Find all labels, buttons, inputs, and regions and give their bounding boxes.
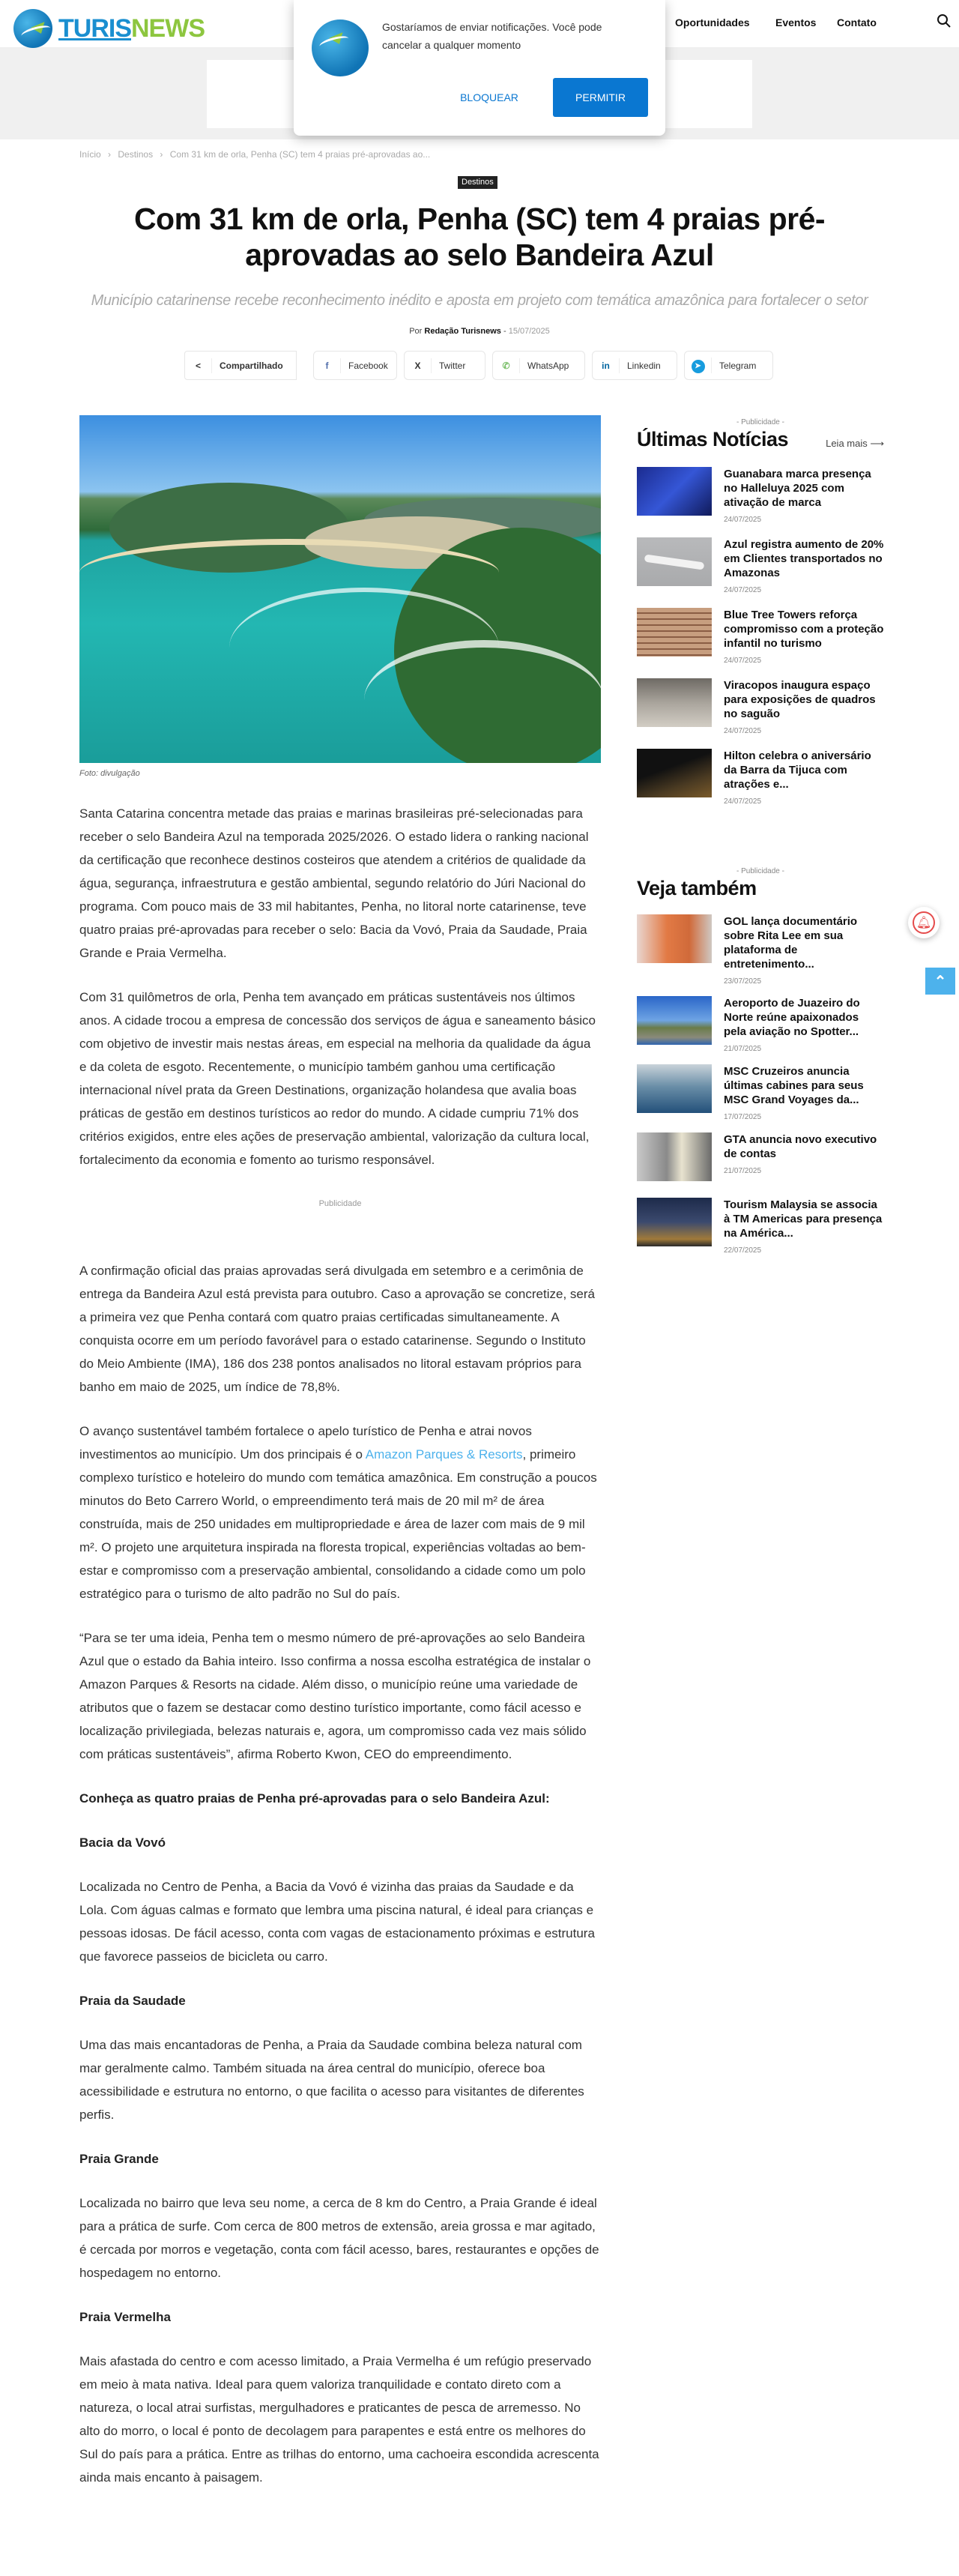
paragraph: Localizada no bairro que leva seu nome, a cerca de 8 km do Centro, a Praia Grande é ideal para a prática de surfe. Com cerca de 800 metros de extensão, areia grossa e mar agitado, é cercada por morros e vegetação, conta com fácil acesso, bares, restaurantes e opções de hospedagem no entorno. [79,2196,599,2280]
news-thumbnail [637,914,712,963]
news-thumbnail [637,1132,712,1181]
section-heading: Conheça as quatro praias de Penha pré-aprovadas para o selo Bandeira Azul: [79,1791,550,1806]
author-link[interactable]: Redação Turisnews [424,327,501,336]
news-thumbnail [637,996,712,1045]
latest-news-heading: Últimas Notícias [637,428,789,450]
facebook-icon: f [314,358,341,373]
beach-heading: Bacia da Vovó [79,1836,166,1850]
latest-news-widget: - Publicidade - Últimas Notícias Leia mais ⟶ Guanabara marca presença no Halleluya 2025 com ativação de marca 24/07/2025 Azul registra aumento de 20% em Clientes transportados no Amazonas 24/07/2025 Blue Tree Towers reforça compromisso com a proteção infantil no turismo 24/07/2025 Viracopos inaugura espaço para exposições de quadros no saguão 24/07/2025 Hilton celebra o aniversário da Barra da Tijuca com atrações e... 24/07/2025 [637,418,884,806]
beach-heading: Praia Grande [79,2152,159,2166]
allow-button[interactable]: PERMITIR [553,78,648,117]
byline: Por Redação Turisnews - 15/07/2025 [409,327,550,336]
news-thumbnail [637,1064,712,1113]
news-thumbnail [637,467,712,516]
share-icon: < [185,358,212,373]
back-to-top-button[interactable] [925,968,955,995]
photo-caption: Foto: divulgação [79,769,140,778]
ad-label: Publicidade [318,1199,362,1208]
paragraph: Uma das mais encantadoras de Penha, a Praia da Saudade combina beleza natural com mar geralmente calmo. Também situada na área central do município, oferece boa acessibilidade e estrutura no entorno, o que facilita o acesso para visitantes de diferentes perfis. [79,2038,584,2122]
nav-contato[interactable]: Contato [837,16,877,28]
nav-oportunidades[interactable]: Oportunidades [675,16,750,28]
telegram-icon: ➤ [685,358,712,373]
article-hero-image [79,415,601,763]
paragraph: O avanço sustentável também fortalece o apelo turístico de Penha e atrai novos investimentos ao município. Um dos principais é o Amazon Parques & Resorts, primeiro complexo turístico e hoteleiro do mundo com temática amazônica. Em construção a poucos minutos do Beto Carrero World, o empreendimento terá mais de 20 mil m² de área construída, mais de 250 unidades em multipropriedade e área de lazer com mais de 9 mil m². O projeto une arquitetura inspirada na floresta tropical, experiências voltadas ao bem-estar e compromisso com a preservação ambiental, consolidando a cidade como um polo estratégico para o turismo de alto padrão no Sul do país. [79,1424,597,1601]
news-thumbnail [637,749,712,797]
paragraph: Mais afastada do centro e com acesso limitado, a Praia Vermelha é um refúgio preservado em meio à mata nativa. Ideal para quem valoriza tranquilidade e contato direto com a natureza, o local atrai surfistas, mergulhadores e praticantes de pesca de arremesso. No alto do morro, o local é ponto de decolagem para parapentes e está entre os melhores do Sul do país para a prática. Entre as trilhas do entorno, uma cachoeira escondida acrescenta ainda mais encanto à paisagem. [79,2354,599,2485]
paragraph: Com 31 quilômetros de orla, Penha tem avançado em práticas sustentáveis nos últimos anos. A cidade trocou a empresa de concessão dos serviços de água e saneamento básico com objetivo de investir mais nestas áreas, em especial na melhoria da qualidade da água e da coleta de esgoto. Recentemente, o município também ganhou uma certificação internacional nível prata da Green Destinations, organização holandesa que avalia boas práticas de gestão em destinos turísticos ao redor do mundo. A cidade cumpriu 71% dos critérios exigidos, entre eles ações de preservação ambiental, valorização da cultura local, fortalecimento da economia e fomento ao turismo responsável. [79,990,596,1167]
news-thumbnail [637,608,712,657]
whatsapp-icon: ✆ [493,358,520,373]
site-logo[interactable]: TURISNEWS [13,9,205,48]
see-also-heading: Veja também [637,877,757,899]
paragraph: A confirmação oficial das praias aprovadas será divulgada em setembro e a cerimônia de entrega da Bandeira Azul está prevista para outubro. Caso a aprovação se concretize, será a primeira vez que Penha contará com quatro praias certificadas simultaneamente. A conquista ocorre em um período favorável para o estado catarinense. Segundo o Instituto do Meio Ambiente (IMA), 186 dos 238 pontos analisados no litoral estavam próprios para banho em maio de 2025, um índice de 78,8%. [79,1264,595,1394]
x-twitter-icon: X [405,358,432,373]
article-subtitle: Município catarinense recebe reconhecimento inédito e aposta em projeto com temática amazônica para fortalecer o setor [91,292,868,309]
share-facebook-button[interactable]: f Facebook [313,351,397,380]
breadcrumb-separator: › [160,149,163,160]
popup-message: Gostaríamos de enviar notificações. Você pode cancelar a qualquer momento [382,21,602,51]
beach-heading: Praia da Saudade [79,1994,186,2008]
article-body [79,802,601,2510]
block-button[interactable]: BLOQUEAR [448,78,530,117]
chevron-up-icon: ⌃ [934,974,947,990]
bell-icon: 🔔︎ [913,911,935,934]
share-whatsapp-button[interactable]: ✆ WhatsApp [492,351,585,380]
site-logo-icon [312,19,369,76]
news-thumbnail [637,1198,712,1246]
publish-date: 15/07/2025 [508,327,550,336]
paragraph: Localizada no Centro de Penha, a Bacia da Vovó é vizinha das praias da Saudade e da Lola. Com águas calmas e formato que lembra uma piscina natural, é ideal para crianças e pessoas idosas. De fácil acesso, conta com vagas de estacionamento próximas e estrutura que favorece passeios de bicicleta ou carro. [79,1880,595,1964]
breadcrumb-separator: › [108,149,112,160]
see-also-widget: - Publicidade - Veja também GOL lança documentário sobre Rita Lee em sua plataforma de entretenimento... 23/07/2025 Aeroporto de Juazeiro do Norte reúne apaixonados pela aviação no Spotter... 21/07/2025 MSC Cruzeiros anuncia últimas cabines para seus MSC Grand Voyages da... 17/07/2025 GTA anuncia novo executivo de contas 21/07/2025 Tourism Malaysia se associa à TM Americas para presença na América... 22/07/2025 [637,867,884,1257]
logo-globe-icon [13,9,52,48]
breadcrumb-home[interactable]: Início [79,149,101,160]
ad-label: - Publicidade - [736,867,784,875]
ad-label: - Publicidade - [736,418,784,426]
nav-eventos[interactable]: Eventos [775,16,817,28]
share-twitter-button[interactable]: X Twitter [404,351,485,380]
breadcrumb-current: Com 31 km de orla, Penha (SC) tem 4 praias pré-aprovadas ao... [169,149,431,160]
paragraph: Santa Catarina concentra metade das praias e marinas brasileiras pré-selecionadas para receber o selo Bandeira Azul na temporada 2025/2026. O estado lidera o ranking nacional da certificação que reconhece destinos costeiros que atendem a critérios de qualidade da água, segurança, infraestrutura e gestão ambiental, segundo relatório do Júri Nacional do programa. Com pouco mais de 33 mil habitantes, Penha, no litoral norte catarinense, teve quatro praias pré-aprovadas para receber o selo: Bacia da Vovó, Praia da Saudade, Praia Grande e Praia Vermelha. [79,806,589,960]
breadcrumb-destinos[interactable]: Destinos [118,149,154,160]
quote-paragraph: “Para se ter uma ideia, Penha tem o mesmo número de pré-aprovações ao selo Bandeira Azul que o estado da Bahia inteiro. Isso confirma a nossa escolha estratégica de instalar o Amazon Parques & Resorts na cidade. Além disso, o município reúne uma variedade de atributos que o fazem se destacar como destino turístico importante, como fácil acesso e localização privilegiada, belezas naturais e, agora, um compromisso cada vez mais sólido com práticas sustentáveis”, afirma Roberto Kwon, CEO do empreendimento. [79,1631,591,1761]
notification-permission-popup [294,0,665,136]
share-linkedin-button[interactable]: in Linkedin [592,351,677,380]
arrow-right-icon: ⟶ [870,438,884,449]
notification-bell-button[interactable] [908,907,940,938]
breadcrumb [79,149,435,160]
category-badge[interactable]: Destinos [458,176,497,189]
read-more-link[interactable]: Leia mais ⟶ [826,438,884,449]
beach-heading: Praia Vermelha [79,2310,171,2324]
share-telegram-button[interactable]: ➤ Telegram [684,351,773,380]
share-counter: < Compartilhado [184,351,297,380]
news-thumbnail [637,678,712,727]
amazon-parques-link[interactable]: Amazon Parques & Resorts [365,1447,523,1462]
linkedin-icon: in [593,358,620,373]
search-icon[interactable] [937,13,952,28]
article-title: Com 31 km de orla, Penha (SC) tem 4 praias pré-aprovadas ao selo Bandeira Azul [133,202,826,272]
